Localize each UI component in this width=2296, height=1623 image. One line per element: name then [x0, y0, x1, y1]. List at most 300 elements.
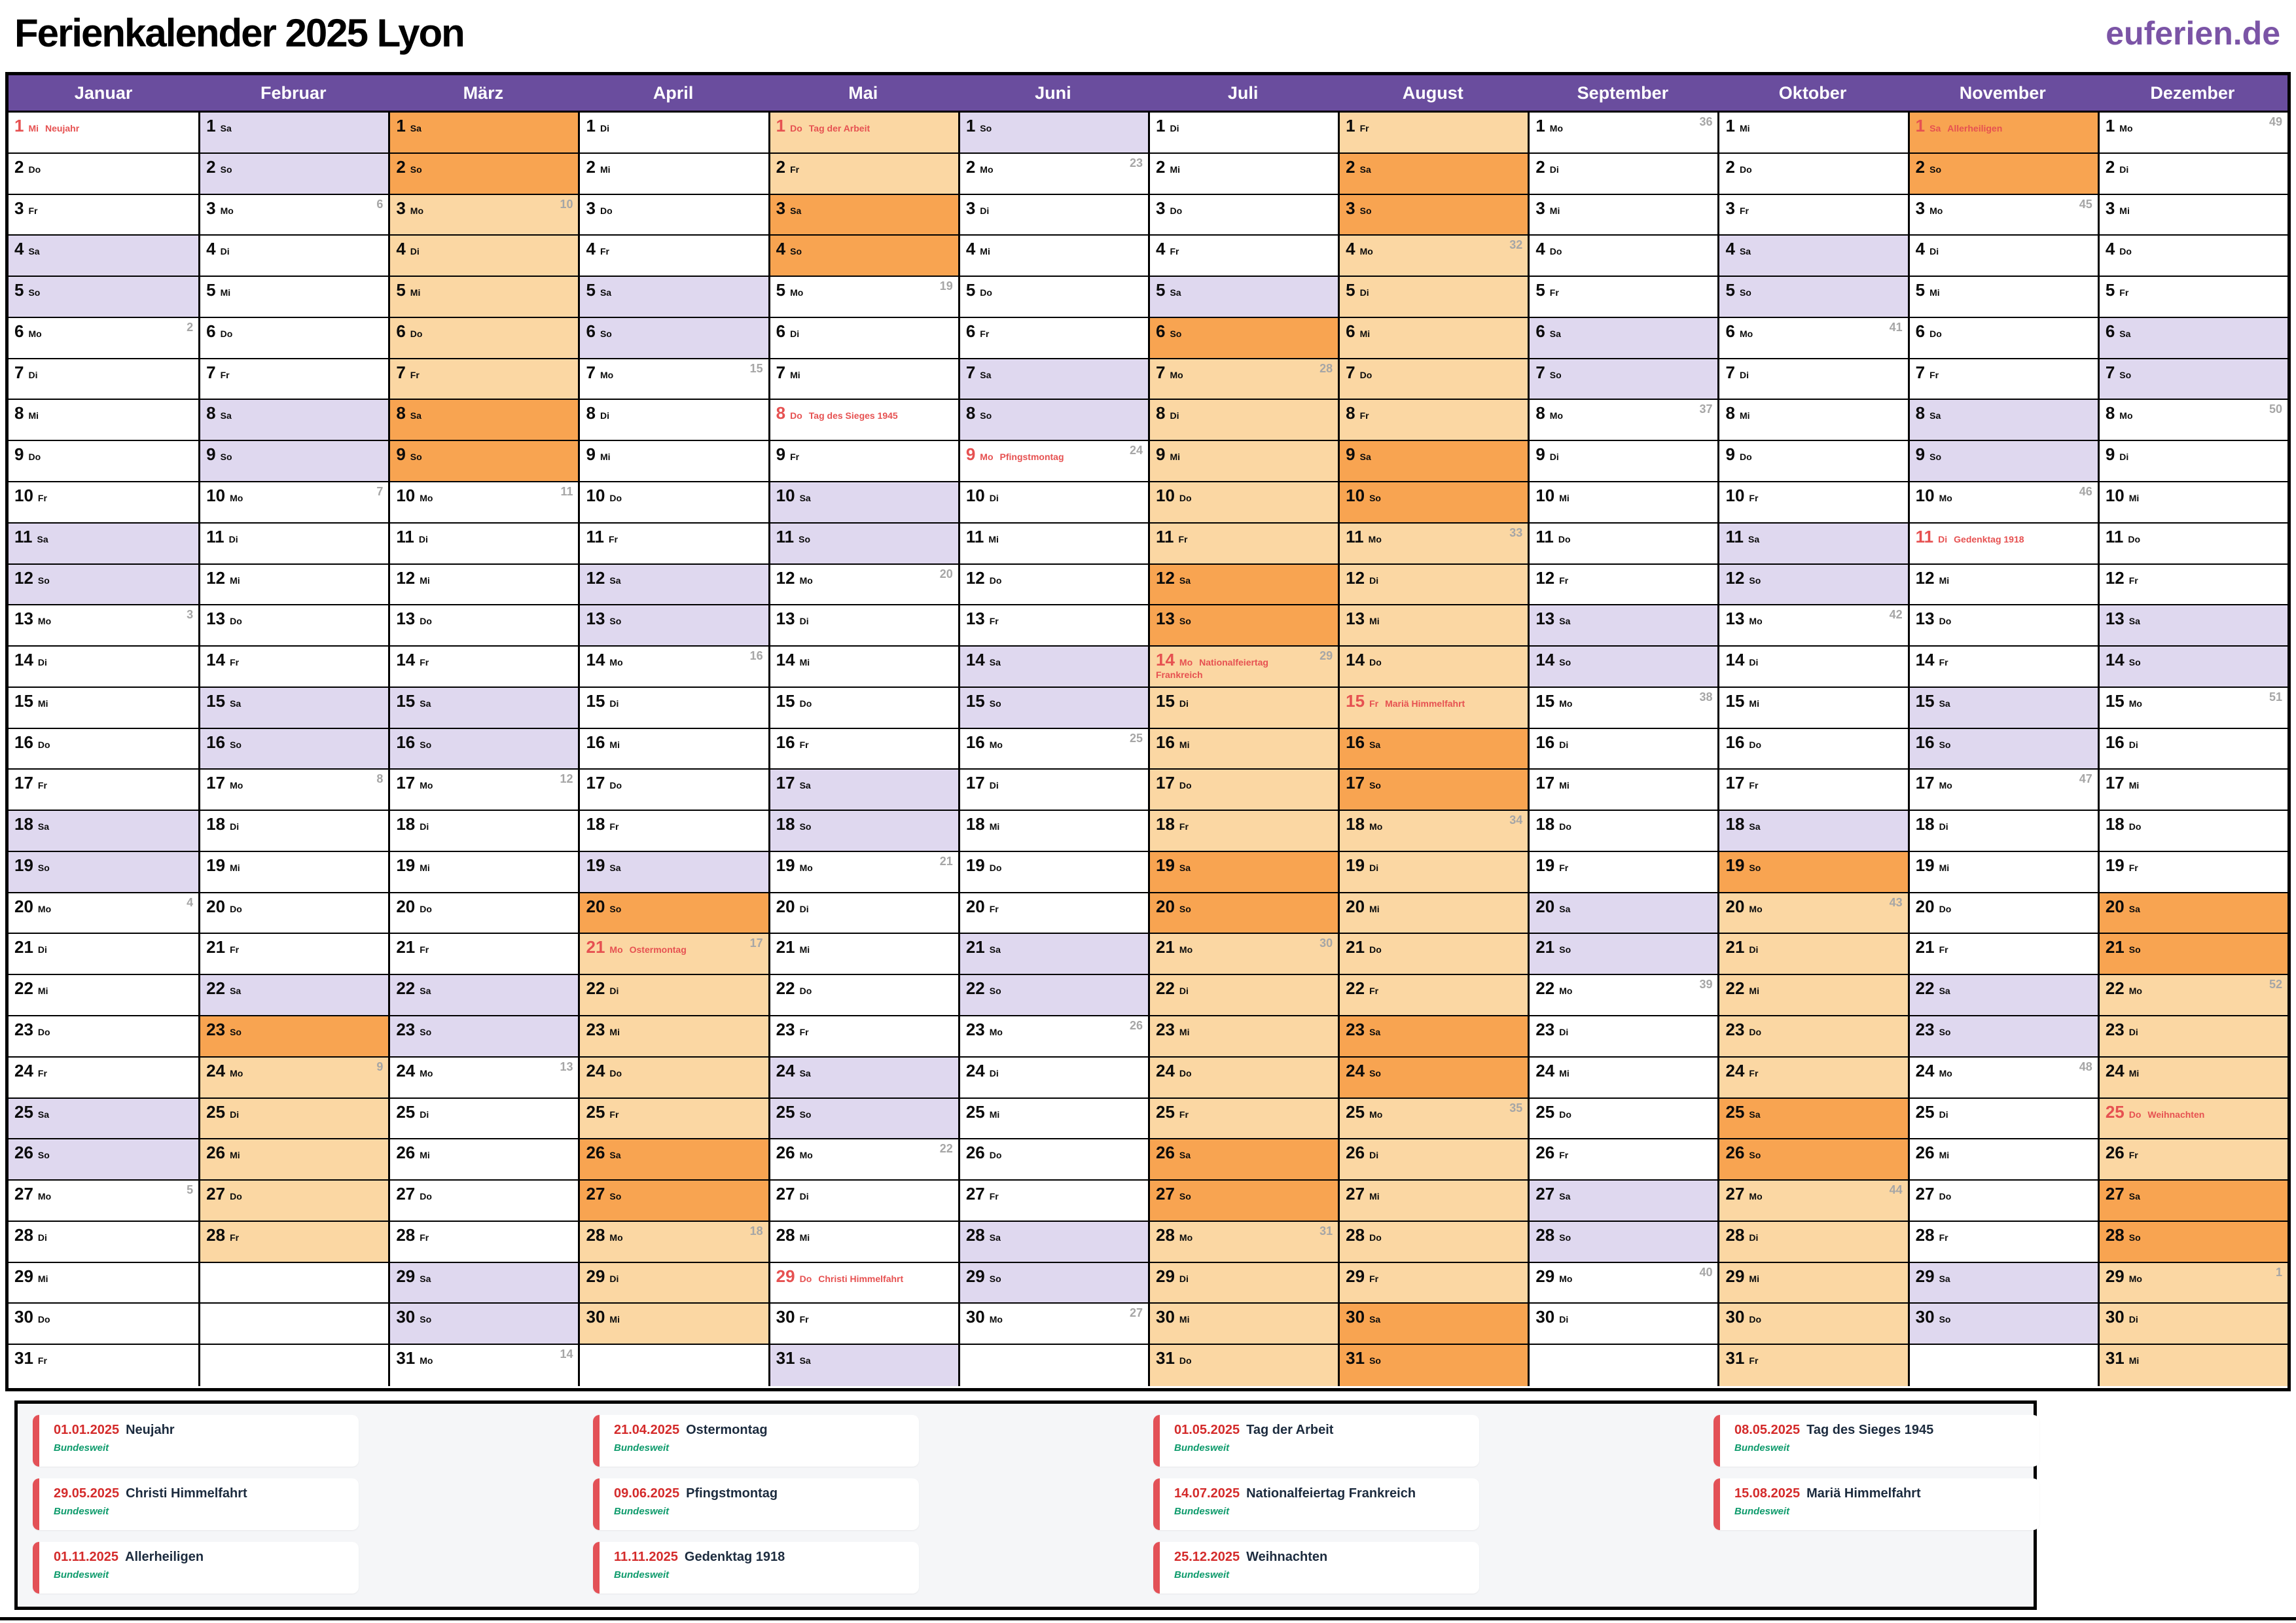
day-cell — [1530, 400, 1717, 441]
day-cell — [2100, 1181, 2287, 1222]
day-number: 6 — [396, 321, 406, 341]
legend-date: 21.04.2025 — [614, 1423, 680, 1437]
day-number: 22 — [1915, 978, 1935, 999]
weekday-label: So — [1369, 1355, 1381, 1366]
day-cell — [960, 113, 1148, 154]
week-number: 52 — [2269, 978, 2282, 991]
day-number: 29 — [1346, 1266, 1365, 1286]
day-number: 3 — [586, 198, 596, 218]
day-cell — [1910, 934, 2098, 975]
day-cell — [9, 605, 198, 647]
day-number: 14 — [14, 650, 33, 670]
day-number: 16 — [586, 732, 605, 752]
day-cell — [200, 1058, 388, 1099]
weekday-label: Fr — [37, 1355, 47, 1366]
day-cell — [2100, 605, 2287, 647]
day-number: 13 — [1535, 609, 1555, 629]
weekday-label: Di — [609, 1273, 619, 1284]
day-cell — [1910, 400, 2098, 441]
weekday-label: Do — [1179, 780, 1192, 791]
weekday-label: Sa — [2128, 1191, 2140, 1202]
day-cell — [1150, 1016, 1338, 1058]
day-number: 28 — [1725, 1224, 1745, 1245]
weekday-label: Di — [609, 698, 619, 709]
day-number: 19 — [586, 855, 605, 875]
week-number: 27 — [1129, 1306, 1143, 1320]
weekday-label: Mo — [410, 205, 424, 216]
day-number: 29 — [1155, 1266, 1175, 1286]
day-cell — [960, 1058, 1148, 1099]
weekday-label: Di — [230, 821, 240, 832]
day-cell — [1719, 1099, 1907, 1140]
day-cell — [770, 1222, 958, 1263]
day-cell — [9, 1345, 198, 1386]
weekday-label: Sa — [980, 369, 992, 380]
weekday-label: Sa — [220, 410, 232, 421]
day-cell — [390, 688, 578, 729]
day-number: 13 — [965, 609, 985, 629]
empty-cell — [580, 1345, 768, 1386]
day-number: 2 — [206, 156, 216, 177]
weekday-label: So — [799, 1109, 812, 1120]
weekday-label: Mi — [1749, 986, 1759, 997]
day-cell — [770, 359, 958, 401]
day-number: 23 — [2105, 1020, 2125, 1040]
day-cell — [200, 770, 388, 811]
day-cell — [9, 236, 198, 277]
weekday-label: Mo — [37, 1191, 52, 1202]
day-cell — [1340, 729, 1528, 770]
day-cell — [580, 934, 768, 975]
day-cell — [580, 236, 768, 277]
weekday-label: Mi — [980, 246, 990, 257]
day-cell — [770, 770, 958, 811]
weekday-label: Mo — [1369, 821, 1383, 832]
day-number: 5 — [396, 280, 406, 300]
weekday-label: So — [790, 246, 802, 257]
day-cell — [1340, 195, 1528, 236]
day-number: 30 — [965, 1307, 985, 1327]
holiday-label: Neujahr — [45, 123, 80, 134]
day-cell — [1910, 605, 2098, 647]
legend-date: 01.01.2025 — [54, 1423, 120, 1437]
weekday-label: Mi — [799, 944, 810, 955]
legend-date: 01.05.2025 — [1174, 1423, 1240, 1437]
day-cell — [2100, 1345, 2287, 1386]
weekday-label: Fr — [1749, 780, 1759, 791]
weekday-label: Sa — [989, 1232, 1001, 1243]
day-number: 7 — [206, 362, 216, 382]
weekday-label: So — [1369, 492, 1381, 503]
legend-card — [1153, 1478, 1479, 1530]
weekday-label: So — [420, 1027, 432, 1038]
weekday-label: Do — [1359, 369, 1372, 380]
day-cell — [960, 975, 1148, 1016]
legend-card — [593, 1415, 919, 1467]
weekday-label: Mo — [980, 164, 994, 175]
weekday-label: Fr — [1939, 1232, 1948, 1243]
day-cell — [2100, 852, 2287, 893]
day-cell — [770, 1263, 958, 1304]
day-number: 26 — [14, 1143, 33, 1163]
weekday-label: Do — [1369, 944, 1382, 955]
weekday-label: Fr — [230, 657, 240, 668]
weekday-label: Sa — [2128, 903, 2140, 914]
day-number: 21 — [1915, 937, 1935, 957]
weekday-label: Di — [1938, 533, 1948, 544]
weekday-label: Di — [790, 328, 800, 339]
day-cell — [2100, 647, 2287, 688]
weekday-label: So — [420, 739, 432, 750]
day-cell — [1910, 277, 2098, 318]
day-number: 25 — [586, 1101, 605, 1122]
weekday-label: Di — [980, 205, 990, 216]
weekday-label: So — [1179, 903, 1191, 914]
day-number: 12 — [2105, 567, 2125, 588]
week-number: 7 — [376, 484, 384, 498]
weekday-label: Sa — [1939, 698, 1950, 709]
day-cell — [1910, 1099, 2098, 1140]
day-cell — [1910, 441, 2098, 482]
day-number: 15 — [2105, 690, 2125, 711]
day-cell — [1910, 1139, 2098, 1181]
day-number: 27 — [1915, 1184, 1935, 1204]
weekday-label: Di — [989, 1067, 999, 1079]
day-number: 24 — [1346, 1060, 1365, 1080]
weekday-label: So — [2128, 657, 2141, 668]
day-cell — [1150, 1263, 1338, 1304]
day-number: 9 — [1155, 444, 1166, 465]
weekday-label: Di — [1559, 1314, 1569, 1325]
weekday-label: Fr — [1179, 1109, 1189, 1120]
day-cell — [1530, 852, 1717, 893]
day-number: 12 — [14, 567, 33, 588]
day-number: 9 — [396, 444, 406, 465]
weekday-label: Mi — [1179, 739, 1190, 750]
week-number: 45 — [2079, 197, 2092, 211]
day-number: 28 — [1535, 1224, 1555, 1245]
weekday-label: Di — [600, 123, 609, 134]
day-cell — [9, 934, 198, 975]
weekday-label: Sa — [1179, 575, 1191, 586]
day-cell — [390, 1345, 578, 1386]
day-number: 16 — [14, 732, 33, 752]
day-cell — [9, 975, 198, 1016]
day-cell — [1530, 1016, 1717, 1058]
day-number: 27 — [586, 1184, 605, 1204]
day-cell — [770, 318, 958, 359]
day-number: 21 — [14, 937, 33, 957]
month-header: April — [653, 82, 694, 103]
day-cell — [1910, 154, 2098, 195]
day-cell — [9, 524, 198, 565]
day-number: 15 — [1346, 690, 1365, 711]
weekday-label: So — [980, 123, 992, 134]
weekday-label: Fr — [420, 657, 429, 668]
week-number: 19 — [939, 279, 953, 293]
day-cell — [1340, 1345, 1528, 1386]
day-number: 21 — [396, 937, 416, 957]
day-cell — [390, 195, 578, 236]
day-number: 31 — [396, 1348, 416, 1368]
weekday-label: So — [1739, 287, 1751, 298]
day-number: 27 — [396, 1184, 416, 1204]
weekday-label: Sa — [420, 698, 431, 709]
day-number: 21 — [776, 937, 795, 957]
day-cell — [1910, 1058, 2098, 1099]
week-number: 17 — [749, 936, 763, 950]
day-number: 10 — [1725, 485, 1745, 505]
day-cell — [9, 1016, 198, 1058]
day-cell — [200, 277, 388, 318]
empty-cell — [200, 1345, 388, 1386]
day-cell — [9, 565, 198, 606]
weekday-label: Mi — [410, 287, 421, 298]
day-number: 8 — [1725, 403, 1735, 423]
day-number: 3 — [1155, 198, 1166, 218]
weekday-label: Do — [410, 328, 423, 339]
legend-region: Bundesweit — [1174, 1569, 1230, 1580]
site-logo[interactable]: euferien.de — [2106, 15, 2280, 52]
day-cell — [1910, 893, 2098, 935]
day-cell — [960, 1099, 1148, 1140]
day-cell — [1719, 1263, 1907, 1304]
weekday-label: Di — [1739, 369, 1749, 380]
weekday-label: Di — [1369, 862, 1379, 873]
weekday-label: Di — [2119, 164, 2129, 175]
day-cell — [1150, 647, 1338, 688]
day-cell — [1910, 729, 2098, 770]
day-cell — [9, 647, 198, 688]
day-number: 29 — [586, 1266, 605, 1286]
weekday-label: Do — [989, 862, 1002, 873]
weekday-label: Mo — [1929, 205, 1943, 216]
day-cell — [770, 852, 958, 893]
day-cell — [770, 605, 958, 647]
day-number: 30 — [14, 1307, 33, 1327]
day-number: 10 — [14, 485, 33, 505]
day-cell — [770, 154, 958, 195]
day-number: 10 — [206, 485, 226, 505]
day-number: 3 — [1725, 198, 1735, 218]
weekday-label: Do — [1179, 1355, 1192, 1366]
week-number: 5 — [187, 1183, 194, 1197]
day-cell — [1910, 236, 2098, 277]
legend-region: Bundesweit — [1174, 1506, 1230, 1517]
day-cell — [1719, 1139, 1907, 1181]
day-number: 19 — [2105, 855, 2125, 875]
day-number: 8 — [14, 403, 24, 423]
day-number: 31 — [776, 1348, 795, 1368]
day-cell — [1150, 524, 1338, 565]
weekday-label: Mo — [230, 780, 243, 791]
day-grid — [9, 113, 2287, 1386]
weekday-label: Fr — [1559, 862, 1569, 873]
day-cell — [200, 359, 388, 401]
day-number: 23 — [396, 1020, 416, 1040]
week-number: 22 — [939, 1142, 953, 1156]
weekday-label: Do — [2128, 1109, 2142, 1120]
day-number: 6 — [1535, 321, 1545, 341]
day-number: 12 — [1155, 567, 1175, 588]
day-cell — [1150, 1345, 1338, 1386]
day-cell — [9, 195, 198, 236]
month-header: Mai — [848, 82, 878, 103]
day-number: 24 — [206, 1060, 226, 1080]
day-cell — [390, 1016, 578, 1058]
day-number: 20 — [206, 896, 226, 916]
day-cell — [1719, 1016, 1907, 1058]
day-cell — [9, 729, 198, 770]
day-cell — [1530, 277, 1717, 318]
weekday-label: So — [230, 739, 242, 750]
day-cell — [960, 647, 1148, 688]
day-cell — [960, 893, 1148, 935]
weekday-label: Di — [989, 492, 999, 503]
day-cell — [1150, 318, 1338, 359]
day-number: 19 — [1155, 855, 1175, 875]
day-cell — [580, 770, 768, 811]
day-number: 9 — [776, 444, 786, 465]
day-cell — [580, 811, 768, 852]
weekday-label: Mi — [1369, 616, 1380, 627]
day-cell — [770, 400, 958, 441]
legend-date: 15.08.2025 — [1734, 1486, 1801, 1501]
day-cell — [1910, 1304, 2098, 1345]
day-number: 16 — [1725, 732, 1745, 752]
week-number: 51 — [2269, 690, 2282, 704]
day-number: 29 — [1535, 1266, 1555, 1286]
day-cell — [1530, 770, 1717, 811]
day-cell — [1340, 1099, 1528, 1140]
day-cell — [960, 400, 1148, 441]
day-cell — [200, 1099, 388, 1140]
day-cell — [1340, 400, 1528, 441]
week-number: 8 — [376, 772, 384, 786]
day-number: 27 — [1155, 1184, 1175, 1204]
day-cell — [770, 565, 958, 606]
weekday-label: So — [220, 164, 232, 175]
day-cell — [1910, 852, 2098, 893]
day-number: 2 — [1155, 156, 1166, 177]
day-cell — [1340, 893, 1528, 935]
weekday-label: Di — [1749, 1232, 1759, 1243]
legend-region: Bundesweit — [1174, 1442, 1230, 1454]
weekday-label: Mo — [790, 287, 804, 298]
day-cell — [9, 1304, 198, 1345]
day-number: 9 — [1915, 444, 1926, 465]
day-number: 2 — [1535, 156, 1545, 177]
month-column — [1528, 113, 1717, 1386]
month-column — [1338, 113, 1528, 1386]
day-number: 22 — [396, 978, 416, 999]
weekday-label: So — [28, 287, 41, 298]
weekday-label: Mo — [2119, 410, 2133, 421]
weekday-label: Fr — [989, 1191, 999, 1202]
weekday-label: Sa — [609, 1150, 621, 1161]
day-cell — [2100, 811, 2287, 852]
weekday-label: Fr — [1359, 123, 1369, 134]
weekday-label: Mi — [1170, 164, 1181, 175]
empty-cell — [200, 1263, 388, 1304]
day-number: 19 — [1915, 855, 1935, 875]
day-number: 26 — [1725, 1143, 1745, 1163]
day-cell — [390, 359, 578, 401]
week-number: 21 — [939, 854, 953, 868]
weekday-label: Mi — [220, 287, 231, 298]
day-number: 3 — [776, 198, 786, 218]
day-cell — [1150, 729, 1338, 770]
day-cell — [1719, 1304, 1907, 1345]
weekday-label: Sa — [1179, 1150, 1191, 1161]
day-number: 23 — [965, 1020, 985, 1040]
weekday-label: Di — [37, 944, 47, 955]
legend-card — [593, 1478, 919, 1530]
weekday-label: Sa — [1749, 821, 1761, 832]
bottom-rule — [0, 1617, 2296, 1620]
weekday-label: Fr — [28, 205, 38, 216]
weekday-label: Mo — [420, 1355, 433, 1366]
day-number: 8 — [1535, 403, 1545, 423]
day-number: 26 — [2105, 1143, 2125, 1163]
weekday-label: Mo — [1939, 780, 1952, 791]
day-number: 13 — [1915, 609, 1935, 629]
weekday-label: Mi — [609, 1314, 620, 1325]
weekday-label: Mo — [600, 369, 614, 380]
weekday-label: Mi — [989, 821, 1000, 832]
day-number: 6 — [1725, 321, 1735, 341]
weekday-label: Do — [2128, 821, 2142, 832]
weekday-label: Sa — [609, 862, 621, 873]
day-cell — [1719, 154, 1907, 195]
day-cell — [2100, 934, 2287, 975]
day-number: 26 — [1346, 1143, 1365, 1163]
day-cell — [770, 688, 958, 729]
legend-region: Bundesweit — [54, 1442, 109, 1454]
weekday-label: Mi — [799, 657, 810, 668]
weekday-label: So — [989, 698, 1001, 709]
day-number: 4 — [2105, 239, 2115, 259]
day-cell — [1719, 482, 1907, 524]
day-number: 19 — [206, 855, 226, 875]
day-cell — [1910, 975, 2098, 1016]
weekday-label: Fr — [989, 616, 999, 627]
day-cell — [390, 482, 578, 524]
day-cell — [1530, 236, 1717, 277]
day-number: 22 — [1346, 978, 1365, 999]
day-cell — [390, 852, 578, 893]
day-number: 26 — [776, 1143, 795, 1163]
weekday-label: Mo — [420, 780, 433, 791]
weekday-label: Do — [1739, 452, 1752, 463]
weekday-label: Mo — [989, 1314, 1003, 1325]
day-cell — [580, 113, 768, 154]
week-number: 42 — [1889, 608, 1903, 622]
weekday-label: Mo — [799, 575, 813, 586]
weekday-label: Mo — [1739, 328, 1753, 339]
weekday-label: Fr — [1749, 492, 1759, 503]
day-cell — [1910, 811, 2098, 852]
weekday-label: Do — [420, 1191, 432, 1202]
weekday-label: Di — [1549, 164, 1559, 175]
day-cell — [580, 975, 768, 1016]
weekday-label: Fr — [799, 1027, 809, 1038]
weekday-label: Di — [2119, 452, 2129, 463]
week-number: 33 — [1509, 526, 1523, 539]
weekday-label: Di — [1749, 944, 1759, 955]
day-cell — [960, 359, 1148, 401]
weekday-label: Do — [1939, 1191, 1952, 1202]
